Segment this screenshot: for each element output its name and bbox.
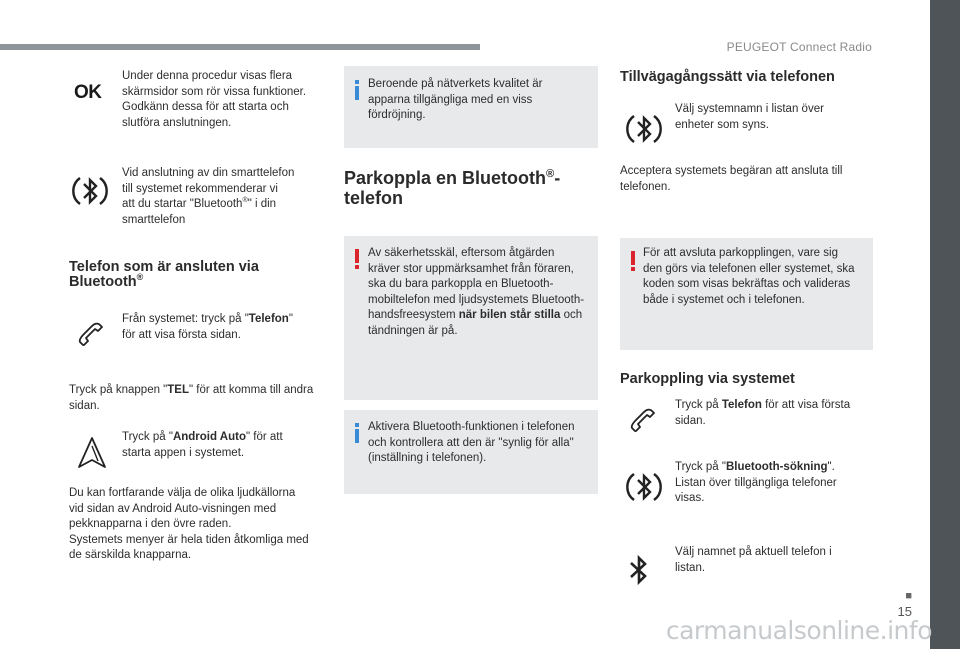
ok-icon: OK bbox=[74, 82, 102, 103]
phone-handset-icon bbox=[78, 322, 104, 348]
tel-paragraph: Tryck på knappen "TEL" för att komma till andra sidan. bbox=[69, 384, 314, 412]
telefon-paragraph: Från systemet: tryck på "Telefon" för att visa första sidan. bbox=[122, 313, 293, 341]
page-edge-strip bbox=[930, 0, 960, 649]
bluetooth-icon bbox=[628, 554, 650, 586]
press-telefon-text: Tryck på Telefon för att visa första sidan. bbox=[675, 399, 851, 427]
info-activate-text: Aktivera Bluetooth-funktionen i telefonen och kontrollera att den är "synlig för alla" (inställning i telefonen). bbox=[368, 421, 575, 464]
warning-safety-text: Av säkerhetsskäl, eftersom åtgärden kräver stor uppmärksamhet från föraren, ska du bara parkoppla en Bluetooth- mobiltelefon med ljudsystemets Bluetooth- handsfreesystem när bilen står stilla och tändningen är på. bbox=[368, 247, 585, 337]
bluetooth-circle-icon bbox=[624, 108, 664, 150]
bluetooth-circle-icon bbox=[624, 466, 664, 508]
info-network-text: Beroende på nätverkets kvalitet är apparna tillgängliga med en viss fördröjning. bbox=[368, 78, 543, 121]
bluetooth-paragraph: Vid anslutning av din smarttelefon till systemet rekommenderar vi att du startar "Bluetooth®" i din smarttelefon bbox=[122, 167, 295, 226]
page-marker: ■ bbox=[905, 590, 912, 602]
warning-icon bbox=[631, 251, 635, 271]
select-system-name-text: Välj systemnamn i listan över enheter som syns. bbox=[675, 103, 824, 131]
info-icon bbox=[355, 423, 359, 443]
android-auto-icon bbox=[76, 436, 108, 470]
section-heading-connected: Telefon som är ansluten via Bluetooth® bbox=[69, 259, 259, 290]
section-heading-via-phone: Tillvägagångssätt via telefonen bbox=[620, 69, 835, 85]
phone-handset-icon bbox=[630, 408, 656, 434]
android-auto-paragraph: Tryck på "Android Auto" för att starta appen i systemet. bbox=[122, 431, 283, 459]
info-icon bbox=[355, 80, 359, 100]
section-heading-pair: Parkoppla en Bluetooth®- telefon bbox=[344, 168, 561, 208]
section-heading-via-system: Parkoppling via systemet bbox=[620, 371, 795, 387]
ok-paragraph: Under denna procedur visas flera skärmsidor som rör vissa funktioner. Godkänn dessa för att starta och slutföra anslutningen. bbox=[122, 70, 307, 129]
bluetooth-search-text: Tryck på "Bluetooth-sökning". Listan över tillgängliga telefoner visas. bbox=[675, 461, 837, 504]
warning-code-text: För att avsluta parkopplingen, vare sig den görs via telefonen eller systemet, ska koden som visas bekräftas och valideras både i systemet och i telefonen. bbox=[643, 247, 855, 306]
page-number: 15 bbox=[897, 604, 912, 619]
accept-request-text: Acceptera systemets begäran att ansluta till telefonen. bbox=[620, 165, 843, 193]
warning-icon bbox=[355, 249, 359, 269]
watermark: carmanualsonline.info bbox=[665, 616, 932, 645]
header-title: PEUGEOT Connect Radio bbox=[726, 40, 872, 54]
sources-paragraph: Du kan fortfarande välja de olika ljudkällorna vid sidan av Android Auto-visningen med pekknapparna i den övre raden. Systemets menyer är hela tiden åtkomliga med de särskilda knapparna. bbox=[69, 487, 309, 561]
select-phone-text: Välj namnet på aktuell telefon i listan. bbox=[675, 546, 832, 574]
header-rule bbox=[0, 44, 480, 50]
bluetooth-circle-icon bbox=[70, 170, 110, 212]
